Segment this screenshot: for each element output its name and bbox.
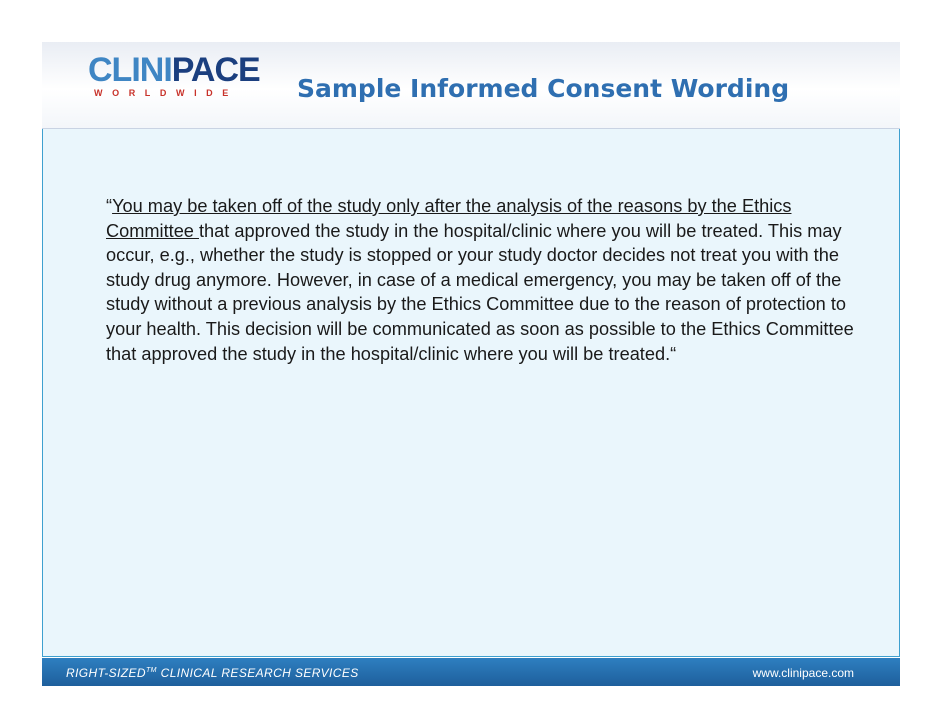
quote-body-text: that approved the study in the hospital/clinic where you will be treated. This may occur, e.g., whether the study is stopped or your study doctor decides not treat you with the study drug anymore. However, in case of a medical emergency, you may be taken off of the study without a previous analysis by the Ethics Committee due to the reason of protection to your health. This decision will be communicated as soon as possible to the Ethics Committee that approved the study in the hospital/clinic where you will be treated.“ — [106, 220, 854, 364]
logo-subtext: WORLDWIDE — [94, 88, 238, 98]
slide — [42, 42, 900, 686]
footer-tagline: RIGHT-SIZED™ CLINICAL RESEARCH SERVICES — [66, 666, 359, 680]
trademark-mark: TM — [145, 667, 157, 674]
quote-open-mark: “ — [106, 196, 113, 216]
consent-quote — [106, 194, 866, 366]
slide-footer — [42, 658, 900, 686]
footer-website-link[interactable]: www.clinipace.com — [752, 666, 854, 680]
logo-text-main: CLINI — [88, 51, 172, 89]
quote-underlined-text: You may be taken off of the study only after the analysis of the reasons by the Ethics Committee — [106, 196, 792, 241]
slide-title: Sample Informed Consent Wording — [297, 74, 790, 103]
logo-text-accent: PACE — [171, 51, 260, 89]
clinipace-logo — [88, 50, 258, 106]
slide-header — [42, 42, 900, 129]
